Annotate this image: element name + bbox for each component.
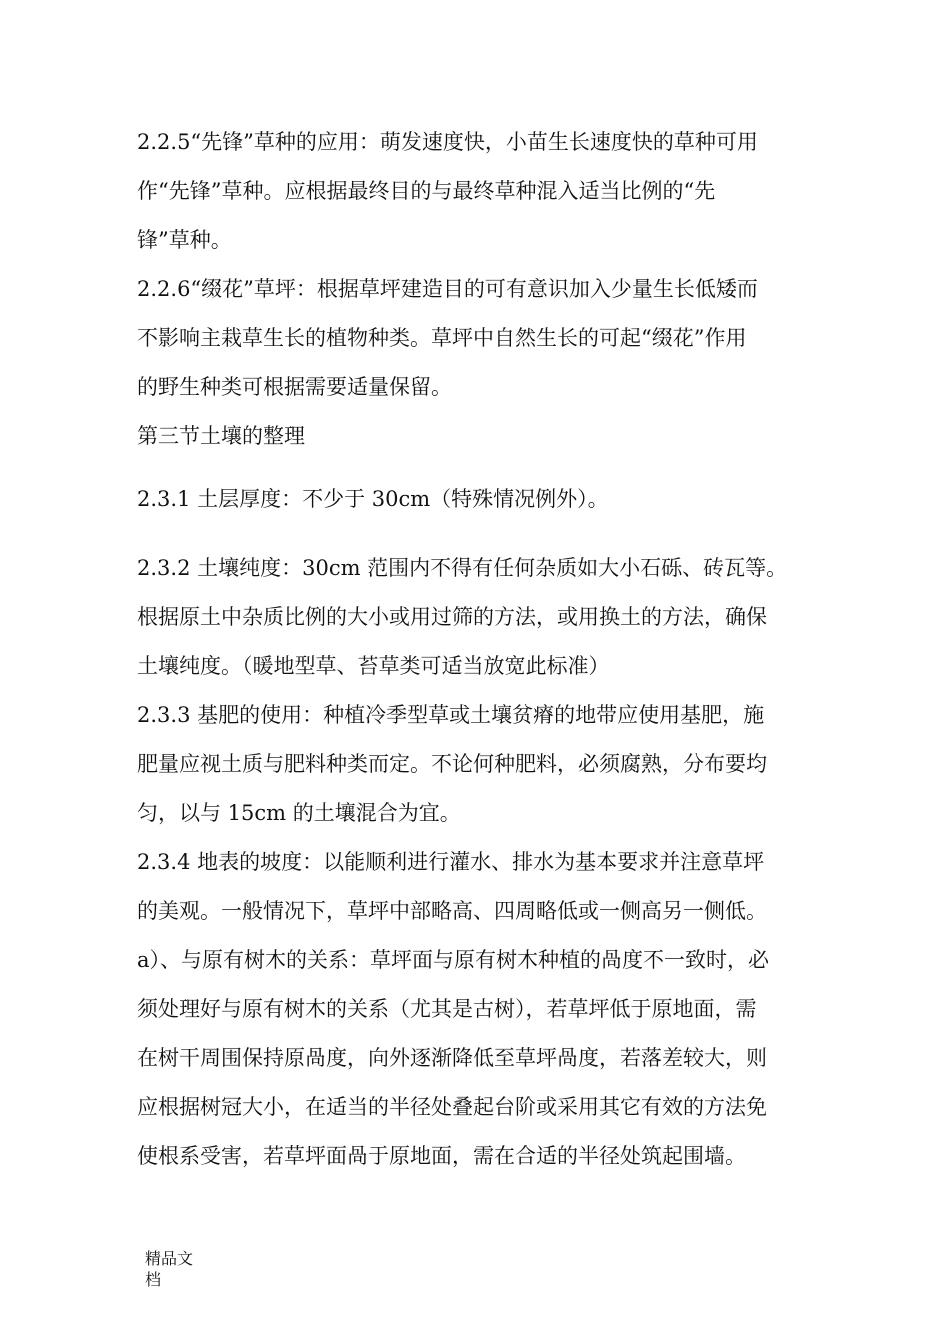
section-heading: 第三节土壤的整理 <box>137 424 305 448</box>
paragraph-line: 2.2.6“缀花”草坪：根据草坪建造目的可有意识加入少量生长低矮而 <box>137 277 758 301</box>
paragraph-line: 应根据树冠大小，在适当的半径处叠起台阶或采用其它有效的方法免 <box>137 1095 767 1119</box>
paragraph-line: 使根系受害，若草坪面咼于原地面，需在合适的半径处筑起围墙。 <box>137 1144 746 1168</box>
paragraph-line: 肥量应视土质与肥料种类而定。不论何种肥料，必须腐熟，分布要均 <box>137 752 767 776</box>
document-body <box>137 118 827 1181</box>
spacer <box>137 461 827 475</box>
paragraph-line: 2.3.3 基肥的使用：种植冷季型草或土壤贫瘠的地带应使用基肥，施 <box>137 703 765 727</box>
paragraph-line: 锋”草种。 <box>137 228 232 252</box>
paragraph-line: 的野生种类可根据需要适量保留。 <box>137 375 452 399</box>
paragraph-line: 匀，以与 15cm 的土壤混合为宜。 <box>137 801 461 825</box>
paragraph-line: 土壤纯度。（暖地型草、苔草类可适当放宽此标准） <box>137 654 610 678</box>
paragraph-line: 的美观。一般情况下，草坪中部略高、四周略低或一侧高另一侧低。 <box>137 899 767 923</box>
paragraph-line: 2.3.4 地表的坡度：以能顺利进行灌水、排水为基本要求并注意草坪 <box>137 850 765 874</box>
paragraph-line: 根据原土中杂质比例的大小或用过筛的方法，或用换土的方法，确保 <box>137 605 767 629</box>
paragraph-line: 须处理好与原有树木的关系（尤其是古树），若草坪低于原地面，需 <box>137 997 757 1021</box>
footer-watermark <box>145 1248 205 1290</box>
paragraph-line: 在树干周围保持原咼度，向外逐渐降低至草坪咼度，若落差较大，则 <box>137 1046 767 1070</box>
paragraph-line: 2.3.2 土壤纯度：30cm 范围内不得有任何杂质如大小石砾、砖瓦等。 <box>137 556 788 580</box>
paragraph-line: 不影响主栽草生长的植物种类。草坪中自然生长的可起“缀花”作用 <box>137 326 747 350</box>
paragraph-line: 2.2.5“先锋”草种的应用：萌发速度快，小苗生长速度快的草种可用 <box>137 130 758 154</box>
paragraph-line: 2.3.1 土层厚度：不少于 30cm（特殊情况例外）。 <box>137 487 609 511</box>
footer-line-2: 档 <box>145 1270 162 1289</box>
footer-line-1: 精品文 <box>145 1249 194 1268</box>
spacer <box>137 524 827 544</box>
paragraph-line: a）、与原有树木的关系：草坪面与原有树木种植的咼度不一致时，必 <box>137 948 770 972</box>
paragraph-line: 作“先锋”草种。应根据最终目的与最终草种混入适当比例的“先 <box>137 179 716 203</box>
